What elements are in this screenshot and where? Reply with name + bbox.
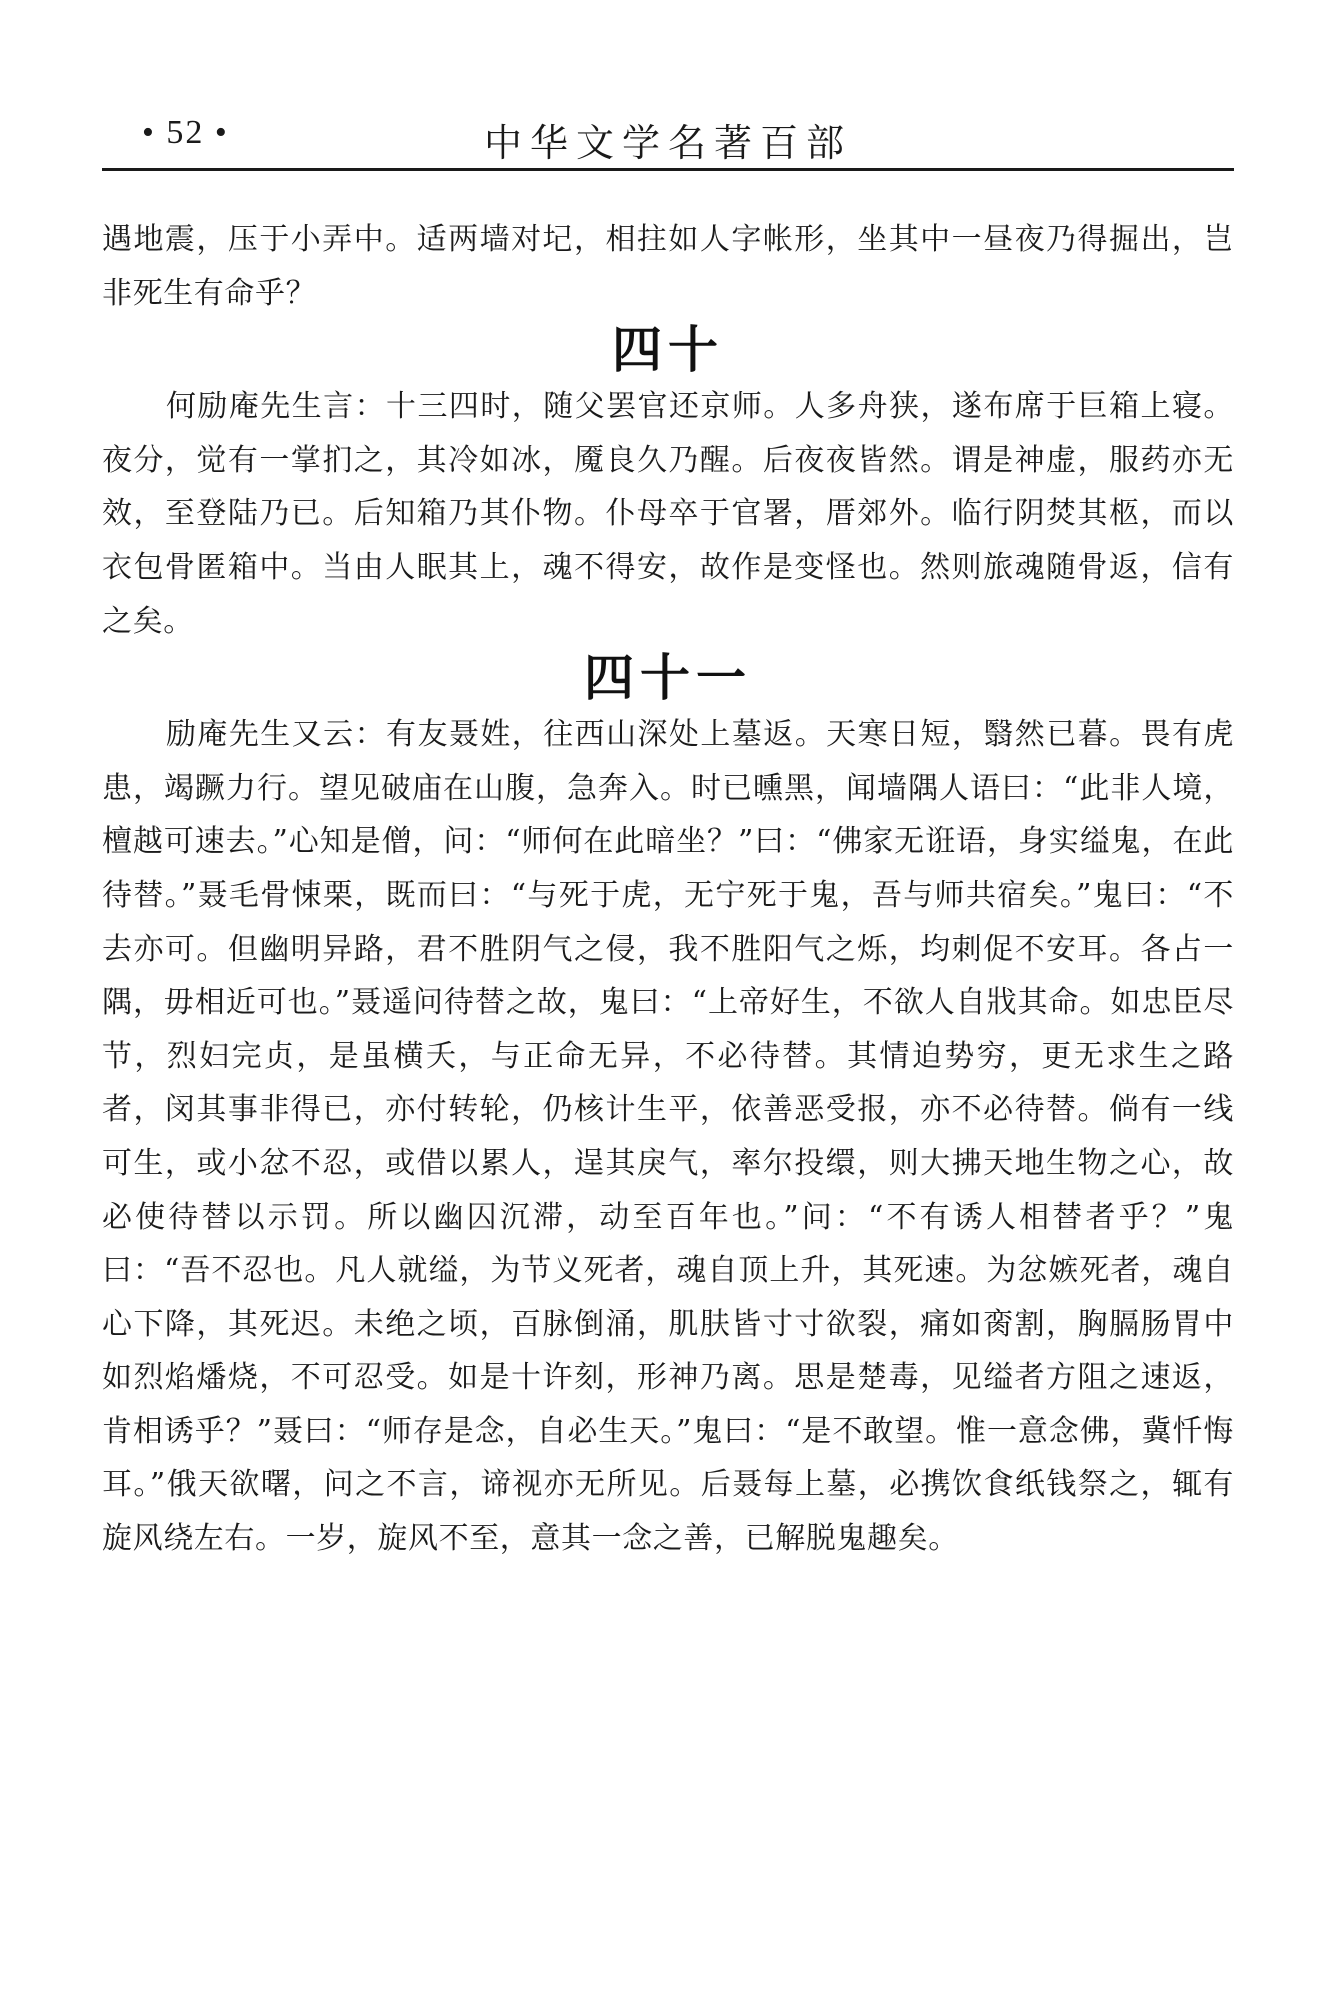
continued-paragraph: 遇地震，压于小弄中。适两墙对圮，相拄如人字帐形，坐其中一昼夜乃得掘出，岂非死生有命乎？ <box>102 222 1234 311</box>
book-title: 中华文学名著百部 <box>483 121 852 165</box>
section-40-paragraph: 何励庵先生言：十三四时，随父罢官还京师。人多舟狭，遂布席于巨箱上寝。夜分，觉有一掌扪之，其冷如冰，魇良久乃醒。后夜夜皆然。谓是神虚，服药亦无效，至登陆乃已。后知箱乃其仆物。仆母卒于官署，厝郊外。临行阴焚其柩，而以衣包骨匿箱中。当由人眠其上，魂不得安，故作是变怪也。然则旅魂随骨返，信有之矣。 <box>102 389 1234 639</box>
section-heading-41: 四十一 <box>584 649 752 708</box>
page-content <box>102 213 1234 1566</box>
running-header <box>102 108 1234 168</box>
book-page <box>102 0 1234 1997</box>
header-divider <box>102 168 1234 171</box>
section-heading-40: 四十 <box>612 321 724 380</box>
page-number: • 52 • <box>142 114 229 151</box>
section-41-paragraph: 励庵先生又云：有友聂姓，往西山深处上墓返。天寒日短，翳然已暮。畏有虎患，竭蹶力行。望见破庙在山腹，急奔入。时已曛黑，闻墙隅人语曰：“此非人境，檀越可速去。”心知是僧，问：“师何在此暗坐？”曰：“佛家无诳语，身实缢鬼，在此待替。”聂毛骨悚栗，既而曰：“与死于虎，无宁死于鬼，吾与师共宿矣。”鬼曰：“不去亦可。但幽明异路，君不胜阴气之侵，我不胜阳气之烁，均刺促不安耳。各占一隅，毋相近可也。”聂遥问待替之故，鬼曰：“上帝好生，不欲人自戕其命。如忠臣尽节，烈妇完贞，是虽横夭，与正命无异，不必待替。其情迫势穷，更无求生之路者，闵其事非得已，亦付转轮，仍核计生平，依善恶受报，亦不必待替。倘有一线可生，或小忿不忍，或借以累人，逞其戾气，率尔投缳，则大拂天地生物之心，故必使待替以示罚。所以幽囚沉滞，动至百年也。”问：“不有诱人相替者乎？”鬼曰：“吾不忍也。凡人就缢，为节义死者，魂自顶上升，其死速。为忿嫉死者，魂自心下降，其死迟。未绝之顷，百脉倒涌，肌肤皆寸寸欲裂，痛如脔割，胸膈肠胃中如烈焰燔烧，不可忍受。如是十许刻，形神乃离。思是楚毒，见缢者方阻之速返，肯相诱乎？”聂曰：“师存是念，自必生天。”鬼曰：“是不敢望。惟一意念佛，冀忏悔耳。”俄天欲曙，问之不言，谛视亦无所见。后聂每上墓，必携饮食纸钱祭之，辄有旋风绕左右。一岁，旋风不至，意其一念之善，已解脱鬼趣矣。 <box>102 717 1234 1557</box>
